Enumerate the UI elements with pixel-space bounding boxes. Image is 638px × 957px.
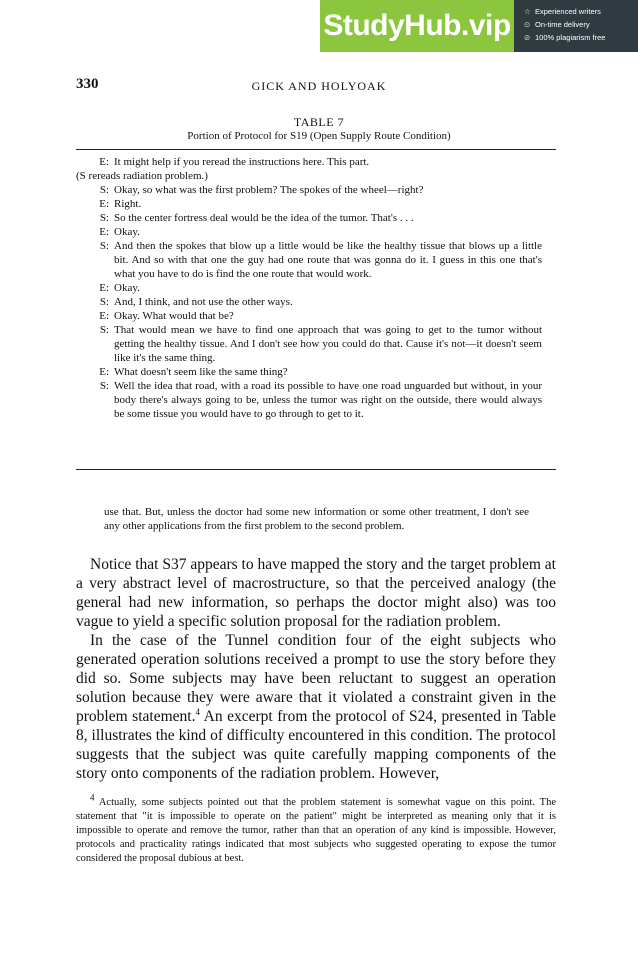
shield-icon: ⊘	[524, 33, 531, 42]
table-title: TABLE 7	[293, 115, 345, 129]
utterance: Okay. What would that be?	[114, 310, 234, 322]
footnote-ref[interactable]: 4	[195, 706, 200, 717]
footnote-mark: 4	[90, 792, 95, 803]
utterance: Right.	[114, 198, 142, 210]
utterance: So the center fortress deal would be the idea of the tumor. That's . . .	[114, 212, 414, 224]
stage-direction: (S rereads radiation problem.)	[76, 170, 208, 182]
protocol-row	[76, 323, 556, 365]
banner-features	[514, 0, 638, 52]
speaker-label: E:	[99, 310, 109, 322]
utterance: It might help if you reread the instructions here. This part.	[114, 156, 370, 168]
utterance: What doesn't seem like the same thing?	[114, 366, 288, 378]
protocol-row	[76, 155, 556, 169]
paragraph: Notice that S37 appears to have mapped the story and the target problem at a very abstract level of macrostructure, so that the perceived analogy (the general had new information, so perhaps the doctor might also) was too vague to yield a specific solution proposal for the radiation problem.	[76, 556, 556, 630]
protocol-row	[76, 295, 556, 309]
speaker-label: E:	[99, 366, 109, 378]
speaker-label: E:	[99, 198, 109, 210]
protocol-row	[76, 239, 556, 281]
clock-icon: ⊙	[524, 20, 531, 29]
table-caption: Portion of Protocol for S19 (Open Supply Route Condition)	[187, 130, 451, 142]
speaker-label: E:	[99, 156, 109, 168]
protocol-row	[76, 183, 556, 197]
speaker-label: E:	[99, 282, 109, 294]
block-quote: use that. But, unless the doctor had some new information or some other treatment, I don't see any other applications from the first problem to the second problem.	[104, 506, 529, 532]
protocol-row	[76, 281, 556, 295]
running-head: GICK AND HOLYOAK	[251, 79, 387, 93]
feature-delivery: ⊙ On-time delivery	[524, 20, 590, 29]
feature-plagiarism: ⊘ 100% plagiarism free	[524, 33, 606, 42]
feature-writers: ☆ Experienced writers	[524, 7, 601, 16]
protocol-row	[76, 365, 556, 379]
speaker-label: S:	[99, 212, 109, 224]
utterance: Okay, so what was the first problem? The spokes of the wheel—right?	[114, 184, 424, 196]
utterance: Well the idea that road, with a road its possible to have one road unguarded but without, in your body there's always going to be, unless the tumor was right on the outside, there would always be some tissue you would have to go through to get to it.	[114, 380, 542, 420]
speaker-label: S:	[99, 324, 109, 336]
star-icon: ☆	[524, 7, 531, 16]
speaker-label: S:	[99, 296, 109, 308]
utterance: That would mean we have to find one approach that was going to get to the tumor without getting the healthy tissue. And I don't see how you could do that. Cause it's not—it doesn't seem like it's the same thing.	[114, 324, 542, 364]
protocol-table	[76, 155, 556, 421]
footnote-text: Actually, some subjects pointed out that the problem statement is somewhat vague on this point. The statement that "it is impossible to operate on the patient" might be interpreted as meaning only that it is impossible to operate and remove the tumor, rather than that an operation of any kind is impossible. However, protocols and practicality ratings indicated that most subjects who suggested operating to expose the tumor considered the proposal dubious at best.	[76, 797, 556, 864]
protocol-row	[76, 211, 556, 225]
protocol-row	[76, 169, 556, 183]
studyhub-logo[interactable]	[320, 0, 514, 52]
body-text	[76, 555, 556, 783]
ad-banner[interactable]	[320, 0, 638, 52]
protocol-row	[76, 309, 556, 323]
footnote	[76, 792, 556, 866]
protocol-row	[76, 379, 556, 421]
table-top-rule	[76, 149, 556, 150]
utterance: Okay.	[114, 226, 140, 238]
page-number: 330	[76, 76, 99, 92]
speaker-label: S:	[99, 240, 109, 252]
utterance: Okay.	[114, 282, 140, 294]
utterance: And, I think, and not use the other ways.	[114, 296, 293, 308]
speaker-label: S:	[99, 380, 109, 392]
speaker-label: S:	[99, 184, 109, 196]
protocol-row	[76, 197, 556, 211]
table-bottom-rule	[76, 469, 556, 470]
paragraph: In the case of the Tunnel condition four of the eight subjects who generated operation solutions received a prompt to use the story before they did so. Some subjects may have been reluctant to suggest an operation solution because they were aware that it violated a constraint given in the problem statement.$^4$ An excerpt from the protocol of S24, presented in Table 8, illustrates the kind of difficulty encountered in this condition. The protocol suggests that the subject was quite carefully mapping components of the story onto components of the radiation problem. However,	[76, 632, 556, 782]
protocol-row	[76, 225, 556, 239]
utterance: And then the spokes that blow up a little would be like the healthy tissue that blows up a little bit. And so with that one the guy had one route that was gonna do it. I guess in this one that's what you have to do is find the one route that would work.	[114, 240, 542, 280]
logo-text: StudyHub.vip	[323, 9, 511, 42]
speaker-label: E:	[99, 226, 109, 238]
